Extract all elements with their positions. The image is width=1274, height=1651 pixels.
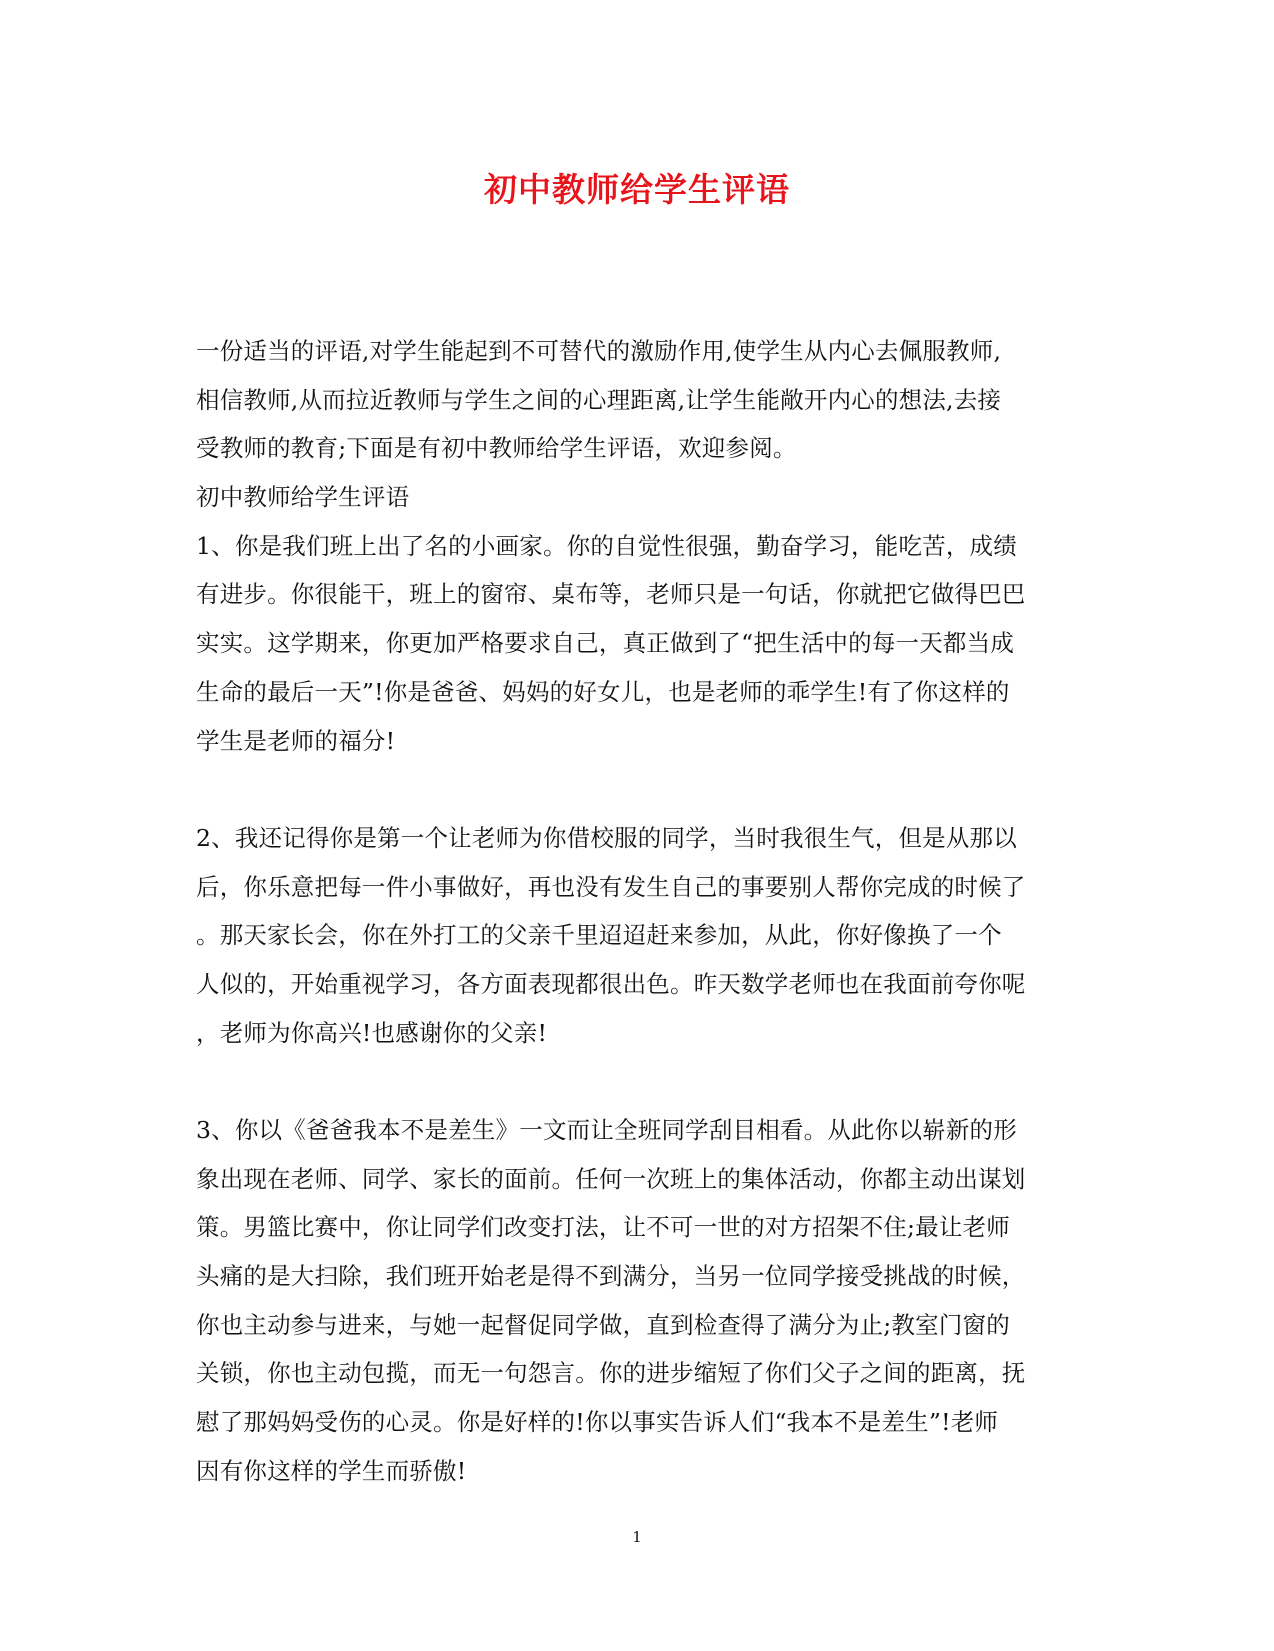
body-line: 策。男篮比赛中，你让同学们改变打法，让不可一世的对方招架不住;最让老师	[196, 1213, 1010, 1242]
body-line: 1、你是我们班上出了名的小画家。你的自觉性很强，勤奋学习，能吃苦，成绩	[196, 531, 1017, 560]
body-line: 学生是老师的福分!	[196, 726, 396, 755]
body-line: 一份适当的评语,对学生能起到不可替代的激励作用,使学生从内心去佩服教师,	[196, 337, 1002, 365]
paragraph-gap	[196, 1057, 1096, 1106]
body-line: 你也主动参与进来，与她一起督促同学做，直到检查得了满分为止;教室门窗的	[196, 1310, 1010, 1339]
body-line: 慰了那妈妈受伤的心灵。你是好样的!你以事实告诉人们“我本不是差生”!老师	[196, 1408, 999, 1437]
body-line: 象出现在老师、同学、家长的面前。任何一次班上的集体活动，你都主动出谋划	[196, 1164, 1026, 1193]
body-line: 。那天家长会，你在外打工的父亲千里迢迢赶来参加，从此，你好像换了一个	[196, 921, 1002, 950]
body-line: 2、我还记得你是第一个让老师为你借校服的同学，当时我很生气，但是从那以	[196, 823, 1017, 852]
body-line: 受教师的教育;下面是有初中教师给学生评语，欢迎参阅。	[196, 434, 797, 463]
document-body	[196, 327, 1096, 1496]
body-line: 头痛的是大扫除，我们班开始老是得不到满分，当另一位同学接受挑战的时候，	[196, 1262, 1026, 1291]
page-number: 1	[632, 1528, 642, 1546]
body-line: 有进步。你很能干，班上的窗帘、桌布等，老师只是一句话，你就把它做得巴巴	[196, 580, 1026, 609]
body-line: 后，你乐意把每一件小事做好，再也没有发生自己的事要别人帮你完成的时候了	[196, 872, 1026, 901]
section-heading: 初中教师给学生评语	[196, 483, 410, 512]
body-line: 实实。这学期来，你更加严格要求自己，真正做到了“把生活中的每一天都当成	[196, 629, 1015, 658]
body-line: 生命的最后一天”!你是爸爸、妈妈的好女儿，也是老师的乖学生!有了你这样的	[196, 677, 1010, 706]
paragraph-gap	[196, 765, 1096, 814]
body-line: 3、你以《爸爸我本不是差生》一文而让全班同学刮目相看。从此你以崭新的形	[196, 1116, 1017, 1144]
body-line: ，老师为你高兴!也感谢你的父亲!	[196, 1018, 548, 1047]
body-line: 人似的，开始重视学习，各方面表现都很出色。昨天数学老师也在我面前夸你呢	[196, 969, 1026, 998]
body-line: 相信教师,从而拉近教师与学生之间的心理距离,让学生能敞开内心的想法,去接	[196, 385, 1002, 414]
body-line: 因有你这样的学生而骄傲!	[196, 1456, 467, 1485]
body-line: 关锁，你也主动包揽，而无一句怨言。你的进步缩短了你们父子之间的距离，抚	[196, 1359, 1026, 1388]
document-title: 初中教师给学生评语	[484, 170, 790, 209]
